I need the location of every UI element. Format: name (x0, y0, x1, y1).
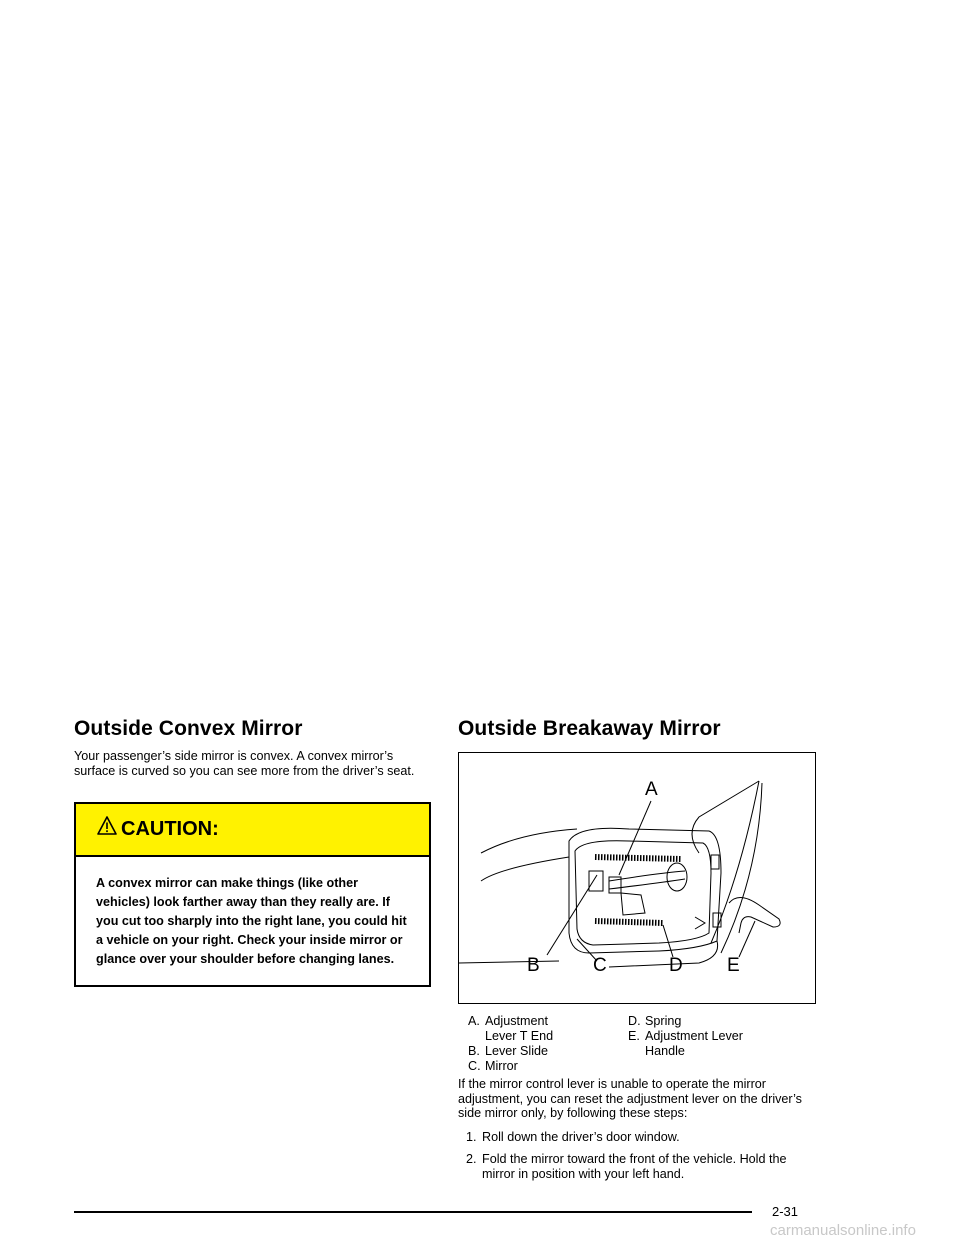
section-outside-breakaway-mirror (458, 716, 818, 1189)
steps-list (458, 1130, 818, 1182)
figure-legend (458, 1014, 818, 1074)
section-title-convex: Outside Convex Mirror (74, 717, 303, 740)
callout-a: A (645, 779, 658, 800)
watermark: carmanualsonline.info (770, 1222, 916, 1239)
mirror-illustration (459, 753, 815, 1003)
callout-d: D (669, 955, 683, 976)
legend-column-2 (628, 1014, 788, 1074)
legend-column-1 (468, 1014, 628, 1074)
section-outside-convex-mirror (74, 716, 431, 987)
convex-intro: Your passenger’s side mirror is convex. A convex mirror’s surface is curved so you can see more from the driver’s seat. (74, 749, 415, 778)
caution-text: A convex mirror can make things (like other vehicles) look farther away than they really are. If you cut too sharply into the right lane, you could hit a vehicle on your right. Check your inside mirror or glance over your shoulder before changing lanes. (96, 876, 407, 966)
step-item: 1. Roll down the driver’s door window. (466, 1129, 680, 1144)
legend-item: E. Adjustment Lever Handle (628, 1029, 744, 1058)
legend-item: D. Spring (628, 1014, 682, 1028)
step-item: 2. Fold the mirror toward the front of the vehicle. Hold the mirror in position with your left hand. (466, 1152, 787, 1181)
section-title-breakaway: Outside Breakaway Mirror (458, 717, 721, 740)
footer-rule (74, 1211, 752, 1213)
callout-e: E (727, 955, 740, 976)
legend-item: C. Mirror (468, 1059, 518, 1073)
warning-triangle-icon (96, 815, 118, 837)
mirror-diagram (458, 752, 816, 1004)
callout-b: B (527, 955, 540, 976)
legend-item: A. Adjustment Lever T End (468, 1014, 554, 1043)
callout-c: C (593, 955, 607, 976)
caution-box (74, 802, 431, 987)
breakaway-body: If the mirror control lever is unable to operate the mirror adjustment, you can reset the adjustment lever on the driver’s side mirror only, by following these steps: (458, 1077, 802, 1120)
legend-item: B. Lever Slide (468, 1044, 549, 1058)
caution-header (76, 804, 429, 857)
caution-label: CAUTION: (121, 818, 219, 840)
page-number: 2-31 (772, 1204, 799, 1219)
